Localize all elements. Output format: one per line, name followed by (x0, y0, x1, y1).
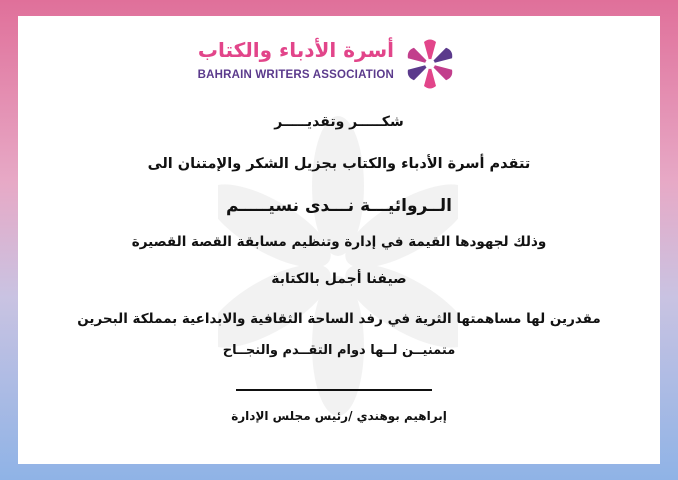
signature-line (236, 389, 432, 391)
star-logo-icon (402, 36, 458, 92)
association-logo (197, 36, 458, 96)
appreciation-line: مقدرين لها مساهمتها الثرية في رفد الساحة الثقافية والابداعية بمملكة البحرين (77, 311, 601, 327)
thanks-line: تتقدم أسرة الأدباء والكتاب بجزيل الشكر والإمتنان الى (147, 156, 531, 172)
reason-line: وذلك لجهودها القيمة في إدارة وتنظيم مسابقة القصة القصيرة (131, 234, 547, 250)
watermark-logo-icon (218, 96, 458, 436)
honoree-name: الــروائيـــة نـــدى نسيـــــم (226, 196, 452, 216)
program-name: صيفنا أجمل بالكتابة (271, 271, 407, 287)
logo-arabic-name: أسرة الأدباء والكتاب (197, 38, 394, 62)
wishes-line: متمنيــن لــها دوام التقــدم والنجــاح (222, 343, 456, 358)
logo-english-name: BAHRAIN WRITERS ASSOCIATION (197, 69, 394, 81)
signatory-name: إبراهيم بوهندي /رئيس مجلس الإدارة (231, 409, 447, 423)
certificate-card (18, 16, 660, 464)
certificate-title: شكـــــر وتقديـــــر (274, 114, 404, 130)
